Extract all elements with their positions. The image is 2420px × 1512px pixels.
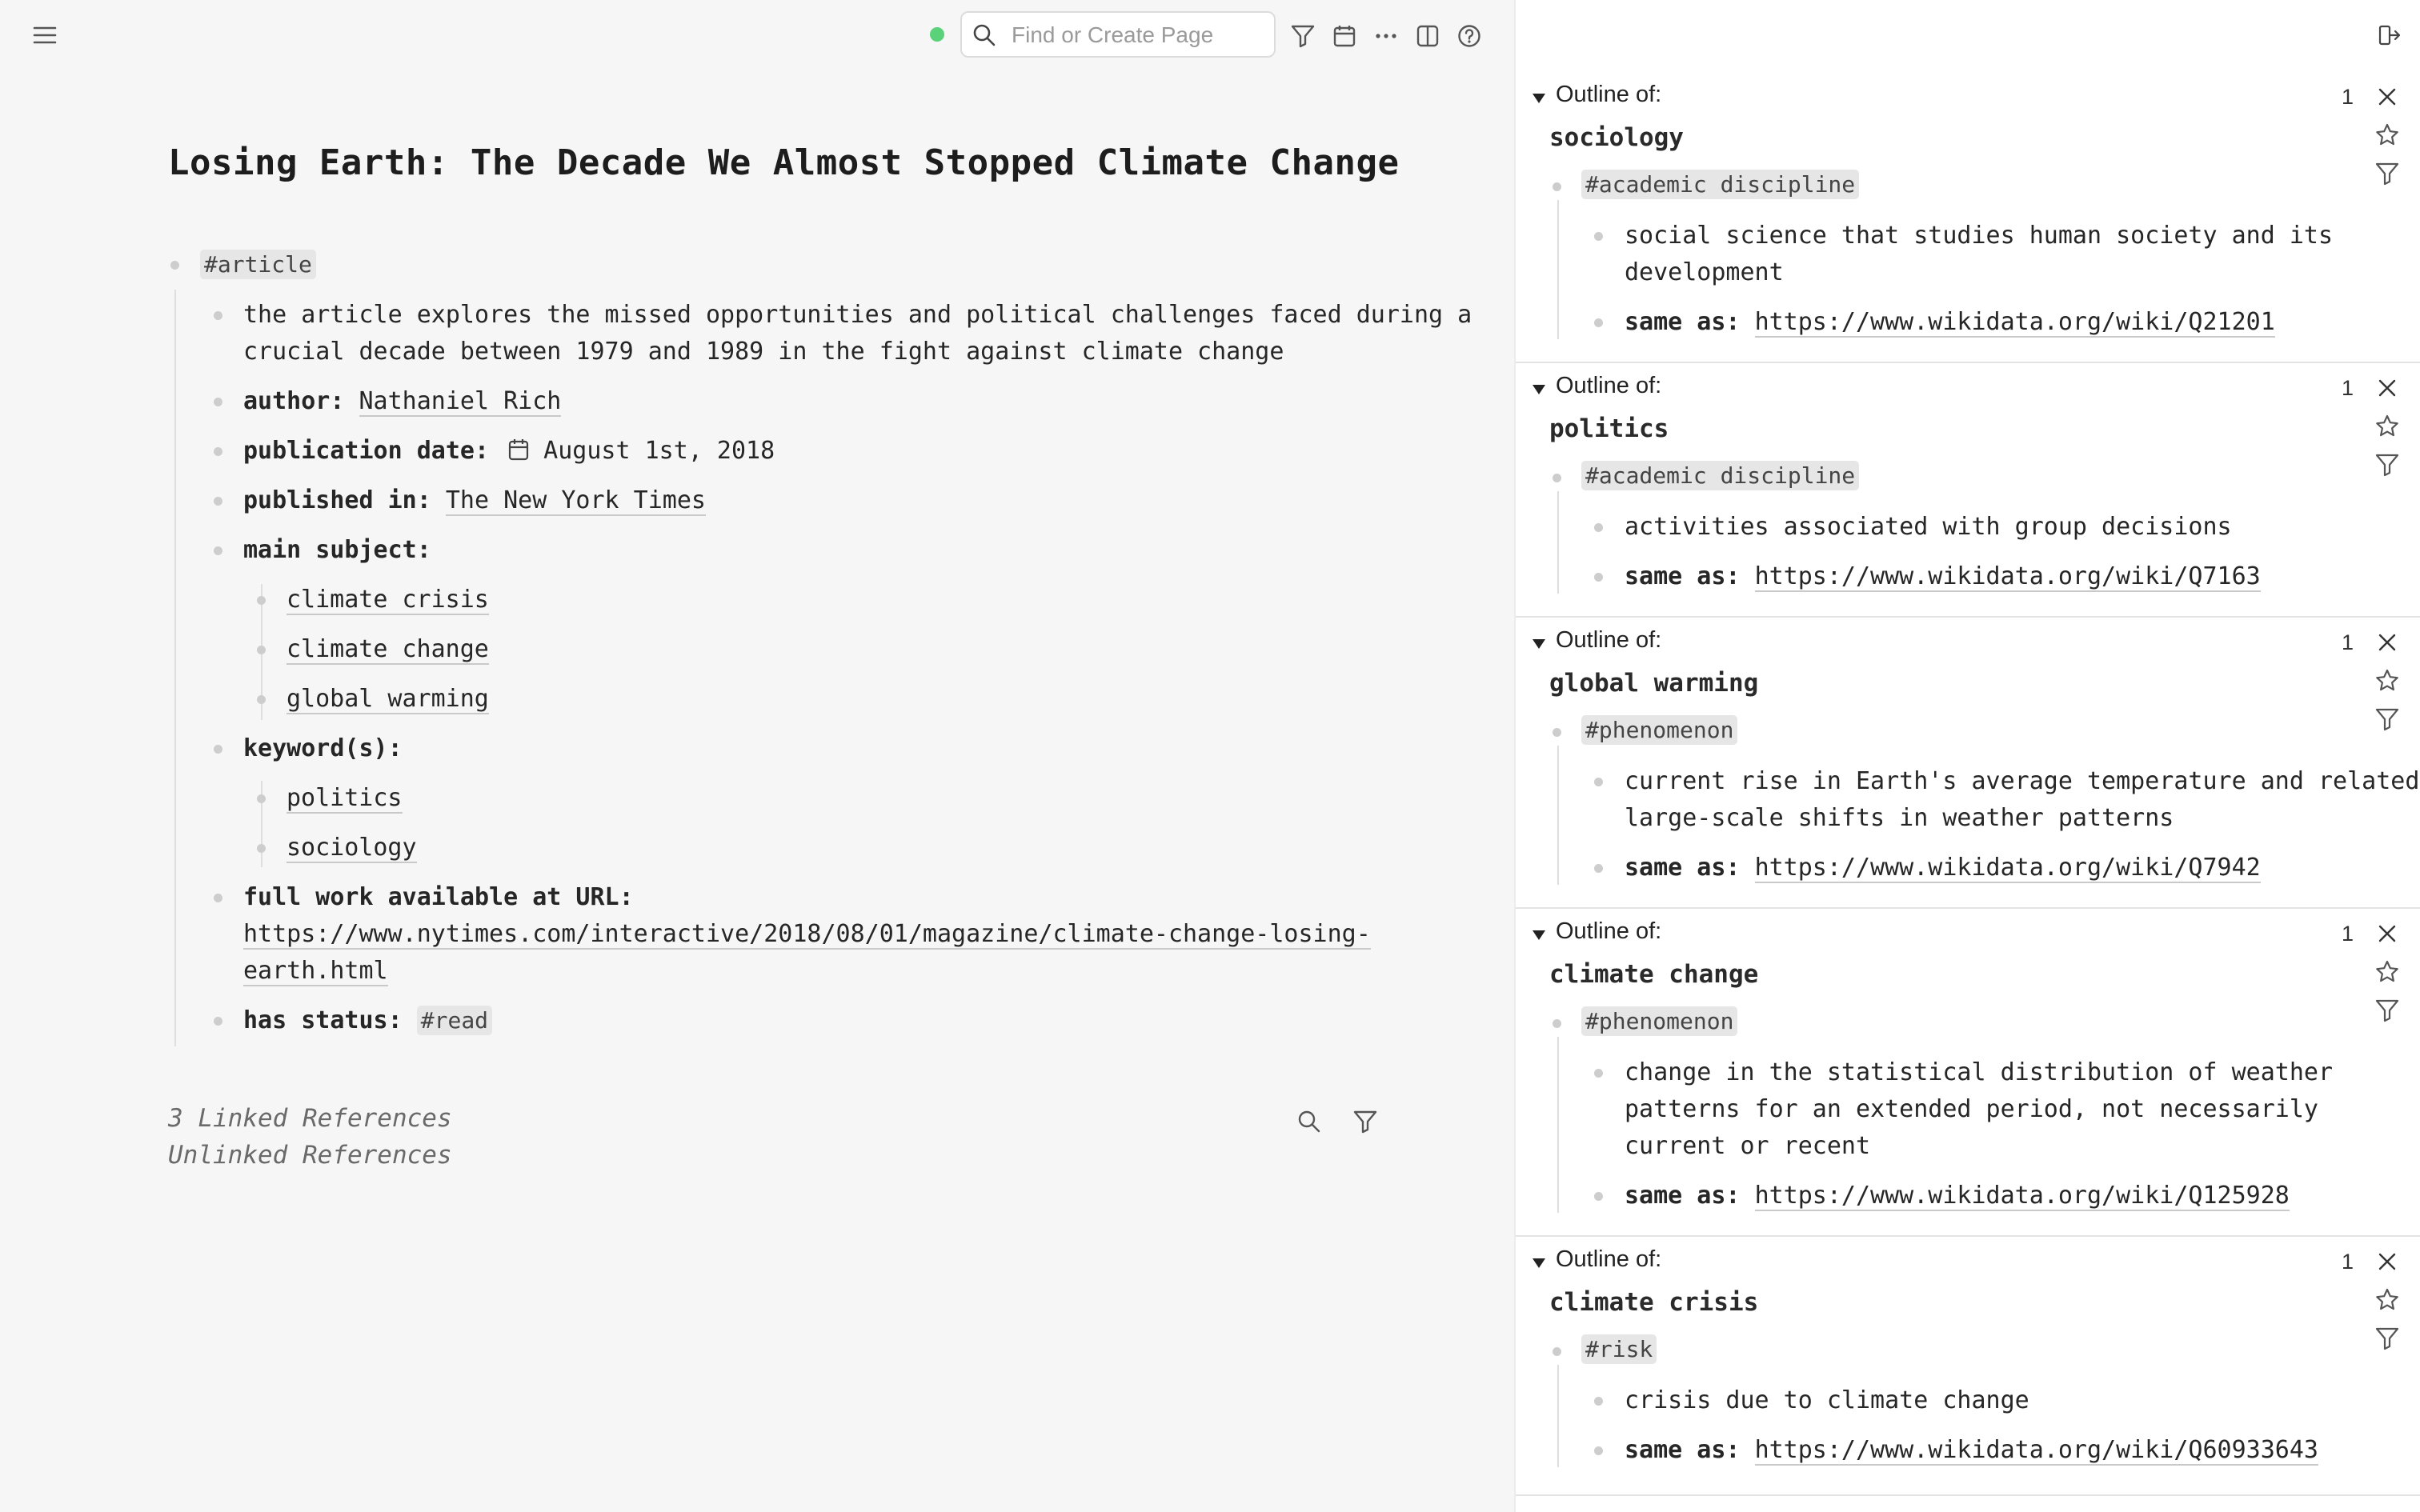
panel-header[interactable]: Outline of:	[1556, 627, 1662, 653]
block-bullet[interactable]	[214, 311, 222, 320]
pubdate-label: publication date:	[243, 437, 490, 465]
collapse-caret-icon[interactable]	[1529, 1254, 1549, 1272]
more-icon[interactable]	[1370, 21, 1402, 51]
block-bullet[interactable]	[214, 894, 222, 902]
block-bullet[interactable]	[257, 794, 266, 803]
block-bullet[interactable]	[214, 398, 222, 406]
close-icon[interactable]	[2374, 1248, 2401, 1275]
published-in-label: published in:	[243, 486, 431, 514]
author-row	[243, 383, 561, 420]
block-bullet[interactable]	[214, 497, 222, 506]
panel-description-line: social science that studies human society and its	[1625, 222, 2334, 250]
close-icon[interactable]	[2374, 374, 2401, 402]
panel-header[interactable]: Outline of:	[1556, 373, 1662, 398]
same-as-label: same as:	[1625, 1182, 1741, 1210]
panel-tag-row	[1581, 166, 1859, 203]
keyword-item	[286, 780, 403, 817]
status-label: has status:	[243, 1006, 403, 1034]
block-guide	[1557, 491, 1559, 594]
published-in-link[interactable]: The New York Times	[445, 486, 706, 514]
collapse-caret-icon[interactable]	[1529, 90, 1549, 107]
star-icon[interactable]	[2372, 1285, 2402, 1315]
same-as-label: same as:	[1625, 1436, 1741, 1464]
description-line: crucial decade between 1979 and 1989 in the fight against climate change	[243, 338, 1284, 366]
pubdate-value[interactable]: August 1st, 2018	[543, 437, 775, 465]
url-line	[243, 953, 388, 990]
panel-description-line: crisis due to climate change	[1625, 1386, 2029, 1414]
panel-count: 1	[2342, 376, 2354, 400]
close-icon[interactable]	[2374, 920, 2401, 947]
sidebar-toggle-icon[interactable]	[1412, 21, 1444, 51]
panel-count: 1	[2342, 630, 2354, 654]
panel-tag-row	[1581, 1331, 1657, 1368]
block-bullet[interactable]	[1553, 1347, 1561, 1356]
main-subject-item	[286, 681, 489, 718]
panel-description-line: current or recent	[1625, 1132, 1871, 1160]
block-bullet[interactable]	[257, 596, 266, 605]
block-bullet[interactable]	[214, 447, 222, 456]
main-subject-link[interactable]: climate change	[286, 635, 489, 663]
calendar-icon[interactable]	[1328, 21, 1360, 51]
panel-tag[interactable]: #phenomenon	[1581, 715, 1737, 745]
same-as-row	[1625, 850, 2261, 886]
url-label: full work available at URL:	[243, 883, 634, 911]
main-subject-item	[286, 631, 489, 668]
same-as-row	[1625, 558, 2261, 595]
collapse-caret-icon[interactable]	[1529, 926, 1549, 944]
menu-icon[interactable]	[29, 21, 61, 50]
search-box[interactable]	[960, 11, 1276, 58]
panel-description-line: development	[1625, 258, 1784, 286]
panel-description-line: current rise in Earth's average temperature and related	[1625, 767, 2420, 795]
panel-tag[interactable]: #academic discipline	[1581, 170, 1859, 199]
keywords-label: keyword(s):	[243, 734, 403, 762]
star-icon[interactable]	[2372, 957, 2402, 987]
close-icon[interactable]	[2374, 629, 2401, 656]
main-subject-link[interactable]: global warming	[286, 685, 489, 713]
block-bullet[interactable]	[1594, 864, 1603, 873]
block-bullet[interactable]	[1553, 182, 1561, 191]
filter-icon[interactable]	[2372, 1323, 2402, 1354]
panel-tag-row	[1581, 1003, 1737, 1040]
panel-page-name[interactable]: global warming	[1549, 669, 1759, 698]
collapse-caret-icon[interactable]	[1529, 381, 1549, 398]
same-as-label: same as:	[1625, 308, 1741, 336]
block-guide	[1557, 1037, 1559, 1213]
keyword-item	[286, 830, 417, 866]
search-icon	[970, 21, 999, 50]
filter-icon[interactable]	[1287, 21, 1319, 51]
panel-page-name[interactable]: climate crisis	[1549, 1288, 1759, 1317]
star-icon[interactable]	[2372, 411, 2402, 442]
block-bullet[interactable]	[170, 261, 179, 270]
block-bullet[interactable]	[214, 1017, 222, 1026]
block-bullet[interactable]	[214, 546, 222, 555]
block-bullet[interactable]	[1553, 474, 1561, 482]
published-in-row	[243, 482, 706, 519]
same-as-link[interactable]: https://www.wikidata.org/wiki/Q7163	[1754, 562, 2261, 590]
panel-header[interactable]: Outline of:	[1556, 1246, 1662, 1272]
panel-description-line: patterns for an extended period, not necessarily	[1625, 1095, 2318, 1123]
same-as-row	[1625, 1178, 2290, 1214]
panel-tag[interactable]: #academic discipline	[1581, 461, 1859, 490]
panel-tag-row	[1581, 458, 1859, 494]
collapse-caret-icon[interactable]	[1529, 635, 1549, 653]
block-bullet[interactable]	[257, 646, 266, 654]
block-bullet[interactable]	[1594, 573, 1603, 582]
panel-description-line: activities associated with group decisions	[1625, 513, 2232, 541]
block-bullet[interactable]	[257, 695, 266, 704]
same-as-row	[1625, 304, 2275, 341]
block-bullet[interactable]	[214, 745, 222, 754]
block-guide	[1557, 200, 1559, 339]
keyword-link[interactable]: sociology	[286, 834, 417, 862]
pubdate-row	[243, 433, 775, 470]
same-as-link[interactable]: https://www.wikidata.org/wiki/Q60933643	[1754, 1436, 2318, 1464]
same-as-row	[1625, 1432, 2318, 1469]
filter-icon[interactable]	[2372, 704, 2402, 734]
panel-tag[interactable]: #risk	[1581, 1334, 1657, 1364]
block-bullet[interactable]	[1594, 232, 1603, 241]
block-bullet[interactable]	[1594, 778, 1603, 786]
panel-count: 1	[2342, 1250, 2354, 1274]
article-tag[interactable]: #article	[200, 250, 316, 279]
same-as-link[interactable]: https://www.wikidata.org/wiki/Q21201	[1754, 308, 2275, 336]
block-guide	[174, 290, 176, 1046]
url-line	[243, 916, 1371, 953]
same-as-label: same as:	[1625, 854, 1741, 882]
block-bullet[interactable]	[1594, 318, 1603, 327]
same-as-link[interactable]: https://www.wikidata.org/wiki/Q125928	[1754, 1182, 2290, 1210]
search-input[interactable]	[1010, 18, 1269, 53]
filter-icon[interactable]	[2372, 158, 2402, 189]
linked-references-header[interactable]: 3 Linked References	[168, 1104, 452, 1133]
panel-header[interactable]: Outline of:	[1556, 918, 1662, 944]
close-icon[interactable]	[2374, 83, 2401, 110]
panel-count: 1	[2342, 922, 2354, 946]
url-link[interactable]: https://www.nytimes.com/interactive/2018/08/01/magazine/climate-change-losing-	[243, 920, 1371, 948]
close-sidebar-icon[interactable]	[2374, 19, 2406, 51]
panel-count: 1	[2342, 85, 2354, 109]
page-title[interactable]: Losing Earth: The Decade We Almost Stopped Climate Change	[168, 142, 1400, 183]
star-icon[interactable]	[2372, 666, 2402, 696]
block-bullet[interactable]	[257, 844, 266, 853]
star-icon[interactable]	[2372, 120, 2402, 150]
status-row	[243, 1002, 492, 1039]
panel-tag[interactable]: #phenomenon	[1581, 1006, 1737, 1036]
unlinked-references-header[interactable]: Unlinked References	[168, 1141, 452, 1170]
status-tag[interactable]: #read	[417, 1006, 492, 1035]
author-link[interactable]: Nathaniel Rich	[359, 387, 562, 415]
block-bullet[interactable]	[1553, 728, 1561, 737]
panel-page-name[interactable]: climate change	[1549, 960, 1759, 989]
panel-page-name[interactable]: sociology	[1549, 123, 1684, 152]
block-guide	[1557, 746, 1559, 885]
block-tag-row	[200, 246, 316, 283]
panel-page-name[interactable]: politics	[1549, 414, 1669, 443]
panel-tag-row	[1581, 712, 1737, 749]
block-guide	[1557, 1365, 1559, 1467]
references-filter-icon[interactable]	[1349, 1106, 1381, 1138]
block-bullet[interactable]	[1594, 523, 1603, 532]
filter-icon[interactable]	[2372, 450, 2402, 480]
same-as-label: same as:	[1625, 562, 1741, 590]
same-as-link[interactable]: https://www.wikidata.org/wiki/Q7942	[1754, 854, 2261, 882]
block-bullet[interactable]	[1594, 1397, 1603, 1406]
block-bullet[interactable]	[1594, 1446, 1603, 1455]
date-calendar-icon	[508, 438, 529, 461]
block-bullet[interactable]	[1594, 1069, 1603, 1078]
panel-description-line: large-scale shifts in weather patterns	[1625, 804, 2174, 832]
help-icon[interactable]	[1453, 21, 1485, 51]
main-subject-link[interactable]: climate crisis	[286, 586, 489, 614]
description-line: the article explores the missed opportunities and political challenges faced during a	[243, 301, 1472, 329]
author-label: author:	[243, 387, 345, 415]
filter-icon[interactable]	[2372, 995, 2402, 1026]
panel-header[interactable]: Outline of:	[1556, 82, 1662, 107]
sync-status-dot	[930, 27, 944, 42]
block-bullet[interactable]	[1553, 1019, 1561, 1028]
main-subject-label: main subject:	[243, 536, 431, 564]
panel-description-line: change in the statistical distribution of weather	[1625, 1058, 2334, 1086]
block-bullet[interactable]	[1594, 1192, 1603, 1201]
references-search-icon[interactable]	[1293, 1106, 1325, 1138]
url-link[interactable]: earth.html	[243, 957, 388, 985]
keyword-link[interactable]: politics	[286, 784, 403, 812]
main-subject-item	[286, 582, 489, 618]
